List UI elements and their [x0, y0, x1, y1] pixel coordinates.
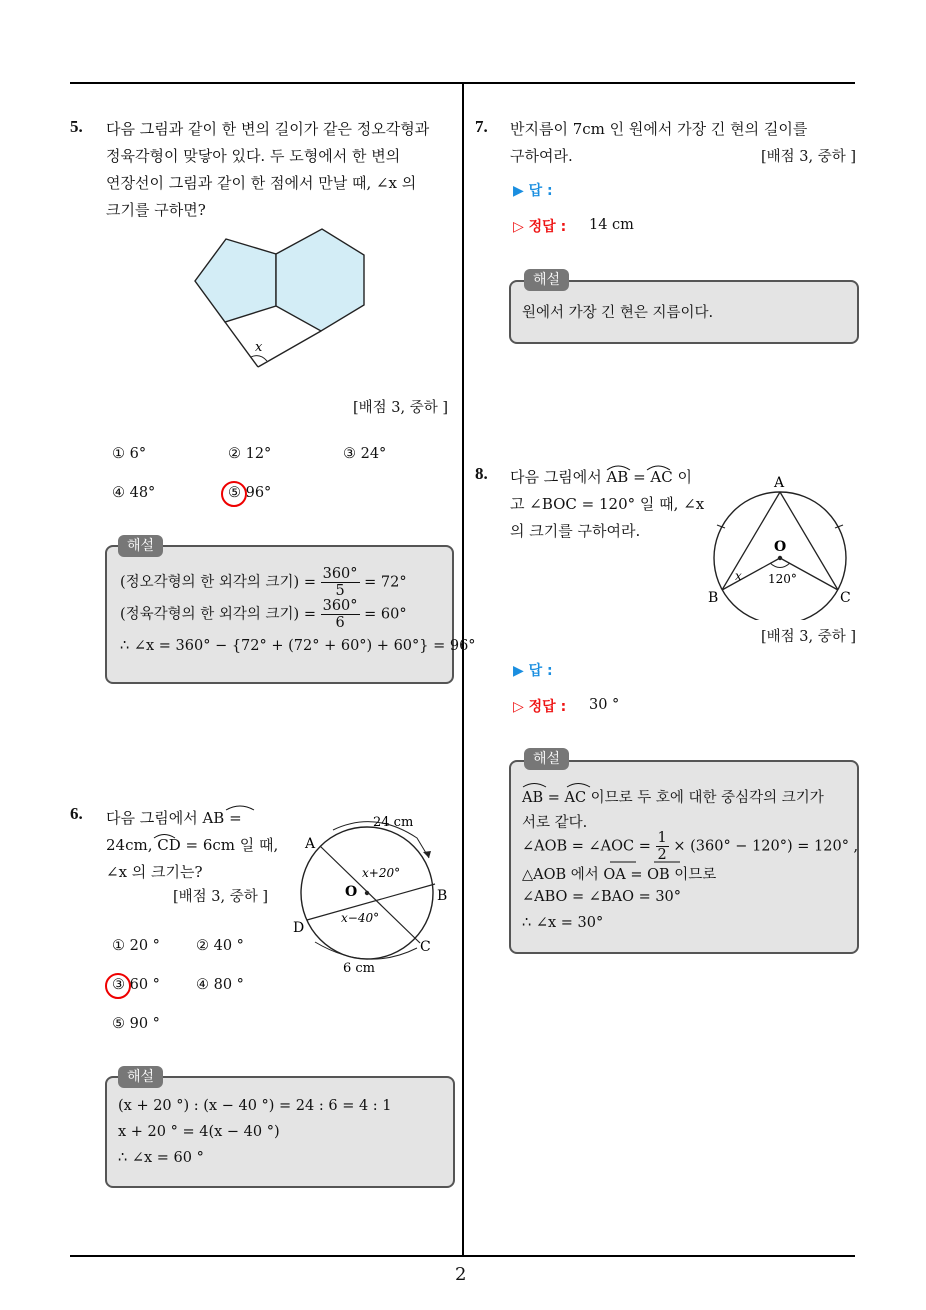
- svg-text:A: A: [774, 475, 785, 491]
- q5-line-2: 정육각형이 맞닿아 있다. 두 도형에서 한 변의: [106, 147, 401, 165]
- q5-selected-mark: [221, 481, 247, 507]
- q5-explain-line-3: ∴ ∠x = 360° − {72° + (72° + 60°) + 60°} = 96°: [120, 638, 476, 654]
- column-divider: [462, 82, 464, 1256]
- q5-choice-3[interactable]: ③ 24°: [343, 446, 387, 462]
- q5-choice-4[interactable]: ④ 48°: [112, 485, 156, 501]
- q8-correct-value: 30 °: [589, 697, 620, 713]
- svg-text:x: x: [735, 569, 742, 583]
- svg-text:x−40°: x−40°: [341, 911, 380, 925]
- q5-meta: [배점 3, 중하 ]: [352, 400, 448, 416]
- q8-figure: [700, 470, 860, 620]
- q8-explain-tag: 해설: [524, 748, 569, 770]
- q8-number: 8.: [475, 464, 488, 483]
- q6-choice-2[interactable]: ② 40 °: [196, 938, 244, 954]
- svg-text:O: O: [345, 884, 358, 900]
- q5-angle-label: x: [255, 340, 263, 355]
- q6-number: 6.: [70, 804, 83, 823]
- q5-choice-5[interactable]: ⑤ 96°: [228, 485, 272, 501]
- q6-line-2: 24cm, CD = 6cm 일 때,: [106, 836, 279, 854]
- q5-line-4: 크기를 구하면?: [106, 201, 206, 219]
- page-number: 2: [455, 1264, 467, 1285]
- svg-text:C: C: [420, 939, 431, 955]
- q5-explain-line-2: (정육각형의 한 외각의 크기) = $\frac{360^\circ}{6}$ = 60°: [120, 598, 407, 631]
- q6-arc-marks: [224, 801, 284, 841]
- q8-meta: [배점 3, 중하 ]: [760, 629, 856, 645]
- q6-line-1: 다음 그림에서 AB =: [106, 809, 242, 827]
- q5-choice-2[interactable]: ② 12°: [228, 446, 272, 462]
- q8-explain-arc-marks: [522, 779, 602, 789]
- hexagon-shape: [276, 229, 364, 331]
- q6-arc-marks-2: [153, 830, 193, 842]
- q8-line-3: 의 크기를 구하여라.: [510, 522, 641, 540]
- svg-text:D: D: [293, 920, 305, 936]
- q5-explain-tag: 해설: [118, 535, 163, 557]
- q8-line-1: 다음 그림에서 AB = AC 이: [510, 468, 693, 486]
- q5-line-3: 연장선이 그림과 같이 한 점에서 만날 때, ∠x 의: [106, 174, 417, 192]
- q8-explain-overlines: [608, 859, 688, 865]
- q7-answer-label: ▶ 답 :: [513, 183, 553, 199]
- pentagon-shape: [195, 239, 276, 322]
- q8-explain-line-1: AB = AC 이므로 두 호에 대한 중심각의 크기가: [522, 790, 824, 806]
- q5-line-1: 다음 그림과 같이 한 변의 길이가 같은 정오각형과: [106, 120, 430, 138]
- q8-explain-line-6: ∴ ∠x = 30°: [522, 915, 604, 931]
- svg-text:x+20°: x+20°: [362, 866, 401, 880]
- q6-choice-3[interactable]: ③ 60 °: [112, 977, 160, 993]
- q7-meta: [배점 3, 중하 ]: [760, 149, 856, 165]
- svg-text:120°: 120°: [768, 572, 797, 586]
- q7-explain-tag: 해설: [524, 269, 569, 291]
- q7-explain-line-1: 원에서 가장 긴 현은 지름이다.: [522, 305, 714, 321]
- q5-choice-1[interactable]: ① 6°: [112, 446, 147, 462]
- svg-text:C: C: [840, 590, 851, 606]
- q7-correct-value: 14 cm: [589, 217, 634, 233]
- q8-correct-label: ▷ 정답 :: [513, 699, 567, 715]
- svg-text:A: A: [305, 836, 316, 852]
- svg-text:B: B: [437, 888, 448, 904]
- q7-correct-label: ▷ 정답 :: [513, 219, 567, 235]
- q6-explain-line-1: (x + 20 °) : (x − 40 °) = 24 : 6 = 4 : 1: [118, 1098, 392, 1114]
- q6-meta: [배점 3, 중하 ]: [172, 889, 268, 905]
- q6-line-3: ∠x 의 크기는?: [106, 863, 203, 881]
- svg-text:O: O: [774, 539, 787, 555]
- q5-figure: [185, 220, 385, 380]
- q6-choice-4[interactable]: ④ 80 °: [196, 977, 244, 993]
- q8-explain-line-5: ∠ABO = ∠BAO = 30°: [522, 889, 682, 905]
- q8-answer-label: ▶ 답 :: [513, 663, 553, 679]
- q6-explain-tag: 해설: [118, 1066, 163, 1088]
- q6-choice-1[interactable]: ① 20 °: [112, 938, 160, 954]
- q7-line-2: 구하여라.: [510, 147, 573, 165]
- q6-figure: [285, 808, 460, 978]
- q8-explain-line-2: 서로 같다.: [522, 815, 588, 831]
- q6-explain-line-3: ∴ ∠x = 60 °: [118, 1150, 204, 1166]
- svg-text:24 cm: 24 cm: [373, 815, 414, 830]
- svg-text:B: B: [708, 590, 719, 606]
- q8-arc-marks: [606, 460, 676, 474]
- q8-explain-line-4: △AOB 에서 OA = OB 이므로: [522, 867, 717, 883]
- q5-explain-line-1: (정오각형의 한 외각의 크기) = $\frac{360^\circ}{5}$ = 72°: [120, 566, 407, 599]
- q6-selected-mark: [105, 973, 131, 999]
- q8-line-2: 고 ∠BOC = 120° 일 때, ∠x: [510, 495, 705, 513]
- q7-number: 7.: [475, 117, 488, 136]
- svg-text:6 cm: 6 cm: [343, 961, 376, 976]
- q8-explain-line-3: ∠AOB = ∠AOC = $\frac{1}{2}$ × (360° − 120°) = 120° ,: [522, 830, 859, 863]
- q6-choice-5[interactable]: ⑤ 90 °: [112, 1016, 160, 1032]
- q7-line-1: 반지름이 7cm 인 원에서 가장 긴 현의 길이를: [510, 120, 808, 138]
- q5-number: 5.: [70, 117, 83, 136]
- q6-explain-line-2: x + 20 ° = 4(x − 40 °): [118, 1124, 280, 1140]
